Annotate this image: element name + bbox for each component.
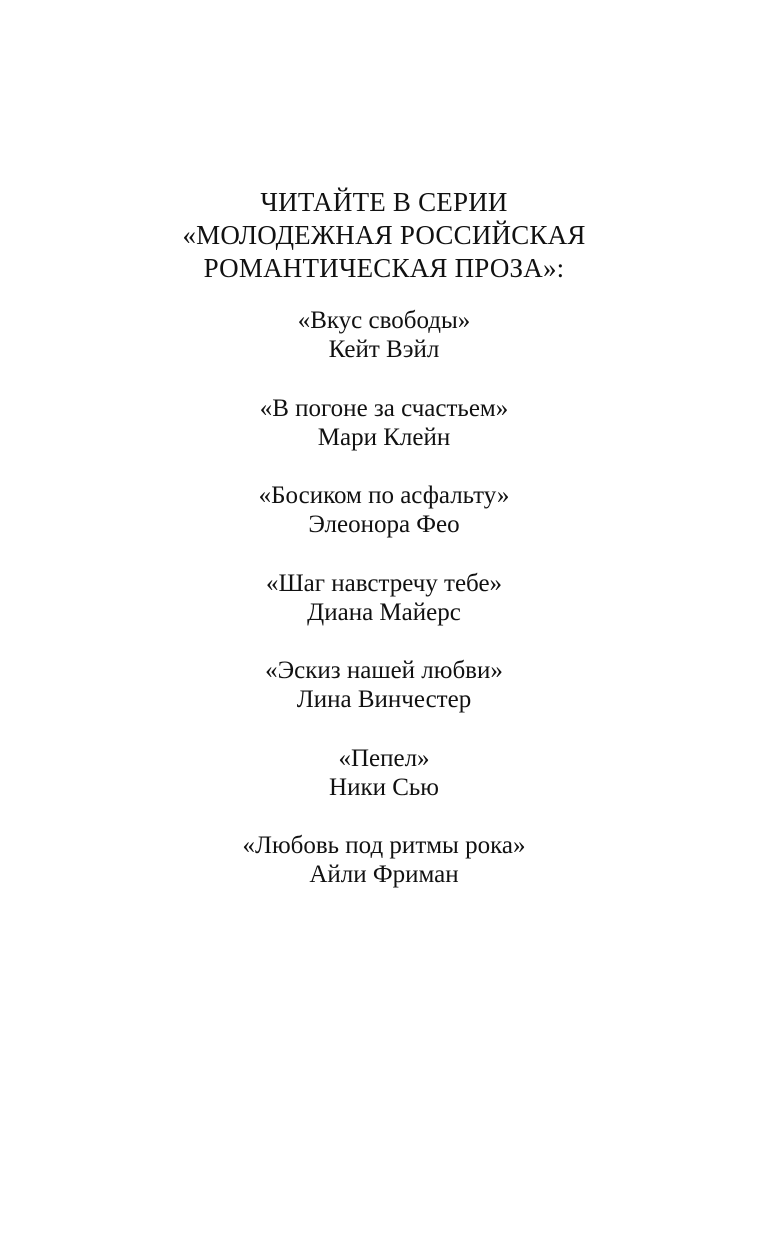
book-author: Лина Винчестер <box>296 686 472 713</box>
book-entry <box>0 394 768 482</box>
book-author: Элеонора Фео <box>308 511 460 538</box>
heading-line: РОМАНТИЧЕСКАЯ ПРОЗА»: <box>203 253 565 283</box>
book-entry <box>0 306 768 394</box>
book-entry <box>0 481 768 569</box>
book-entry <box>0 569 768 657</box>
book-title: «Шаг навстречу тебе» <box>265 569 503 597</box>
heading-line: ЧИТАЙТЕ В СЕРИИ <box>260 187 508 217</box>
book-list <box>0 306 768 919</box>
book-entry <box>0 656 768 744</box>
book-title: «Босиком по асфальту» <box>258 482 510 509</box>
book-title: «Любовь под ритмы рока» <box>242 832 526 859</box>
book-entry <box>0 831 768 919</box>
book-author: Ники Сью <box>329 773 439 801</box>
heading-line: «МОЛОДЕЖНАЯ РОССИЙСКАЯ <box>182 220 586 250</box>
book-title: «В погоне за счастьем» <box>259 394 509 422</box>
book-entry <box>0 744 768 832</box>
book-author: Мари Клейн <box>317 423 451 451</box>
book-author: Айли Фриман <box>309 861 459 888</box>
book-title: «Вкус свободы» <box>297 307 471 334</box>
series-heading <box>0 186 768 285</box>
book-title: «Пепел» <box>338 744 430 772</box>
book-title: «Эскиз нашей любви» <box>265 657 503 684</box>
book-author: Кейт Вэйл <box>328 336 440 363</box>
book-author: Диана Майерс <box>307 598 461 626</box>
